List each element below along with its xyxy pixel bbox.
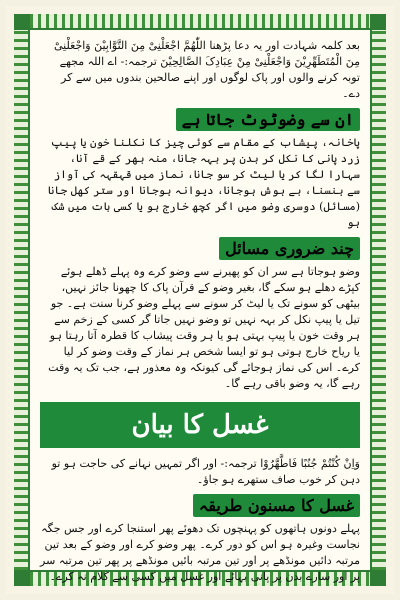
- main-heading: غسل کا بیان: [40, 402, 360, 448]
- paragraph: وضو ہوجاتا ہے سر ان کو پھیرنے سے وضو کرے وہ پہلے ڈھلے ہوئے کپڑے دھلے ہو سکے گا، بغیر وضو کے قرآن پاک کا چھونا جائز نہیں، بیٹھی کو سونے تک یا لیٹ کر سونے سے پہلے وضو کرنا سنت ہے۔ جو تیل یا پیپ نکل کر بہہ نہیں تو وضو نہیں جاتا گر کسی کے زخم سے ہر وقت خون یا پیپ بہتی ہو یا ہر وقت پیشاب کا قطرہ آتا رہتا ہو یا ریاح خارج ہوتی ہو تو ایسا شخص ہر نماز کے وقت وضو کر لیا کرے۔ اس کی نماز ہوجائے گی کیونکہ وہ معذور ہے، جب تک یہ وقت رہے گا، یہ وضو باقی رہے گا۔: [48, 265, 360, 390]
- document-page: [6, 6, 394, 594]
- decorative-border-right: [372, 30, 386, 570]
- section-heading: ان سے وضوٹوٹ جاتا ہے: [176, 108, 360, 131]
- paragraph: پہلے دونوں ہاتھوں کو پہنچوں تک دھوئے پھر استنجا کرے اور جس جگہ نجاست وغیرہ ہو اس کو دور کرے۔ پھر وضو کرے اور وضو کے بعد تین مرتبہ دائیں مونڈھے پر اور تین مرتبہ بائیں مونڈھے پر پھر تین مرتبہ سر پر اور سارے بدن پر پانی بہائے اور غسل میں کسی سے کلام نہ کرے۔: [40, 522, 360, 583]
- section-heading: غسل کا مسنون طریقہ: [193, 494, 360, 517]
- corner-ornament: [370, 14, 386, 30]
- section-heading: چند ضروری مسائل: [219, 237, 360, 260]
- spacer: [40, 585, 360, 591]
- paragraph: وَاِنْ کُنْتُمْ جُنُبًا فَاطَّھَّرُوْا ترجمہ:- اور اگر تمہیں نہانے کی حاجت ہو تو دہن کر خوب صاف ستھرے ہو جاؤ۔: [51, 457, 360, 486]
- section-heading-row: [40, 237, 360, 260]
- corner-ornament: [14, 570, 30, 586]
- decorative-border-left: [14, 30, 28, 570]
- section-heading-row: [40, 108, 360, 131]
- paragraph: پاخانہ، پیشاب کے مقام سے کوئی چیز کا نکلنا خون یا پیپ زرد پانی کا نکل کر بدن پر بہہ جانا، منہ بھر کے قے آنا، سہارا لگا کر یا لیٹ کر سو جانا، نماز میں قہقہہ کی آواز سے ہنسنا، بے ہوش ہوجانا، دیوانہ ہوجانا اور ستر کھل جانا (مسائل) دوسری وضو میں اگر کچھ خارج ہو یا کسی بات میں شک ہو: [47, 136, 360, 229]
- document-content: [28, 28, 372, 583]
- decorative-border-top: [30, 14, 370, 28]
- section-heading-row: [40, 494, 360, 517]
- paragraph: بعد کلمہ شہادت اور یہ دعا پڑھنا اللّٰھُمَّ اجْعَلْنِیْ مِنَ التَّوَّابِیْنَ وَاجْعَلْنِیْ مِنَ الْمُتَطَھِّرِیْنَ وَاجْعَلْنِیْ مِنْ عِبَادِکَ الصَّالِحِیْنَ ترجمہ:- اے اللہ مجھے توبہ کرنے والوں اور پاک لوگوں اور اپنے صالحین بندوں میں سے کر دے۔: [54, 39, 360, 100]
- corner-ornament: [370, 570, 386, 586]
